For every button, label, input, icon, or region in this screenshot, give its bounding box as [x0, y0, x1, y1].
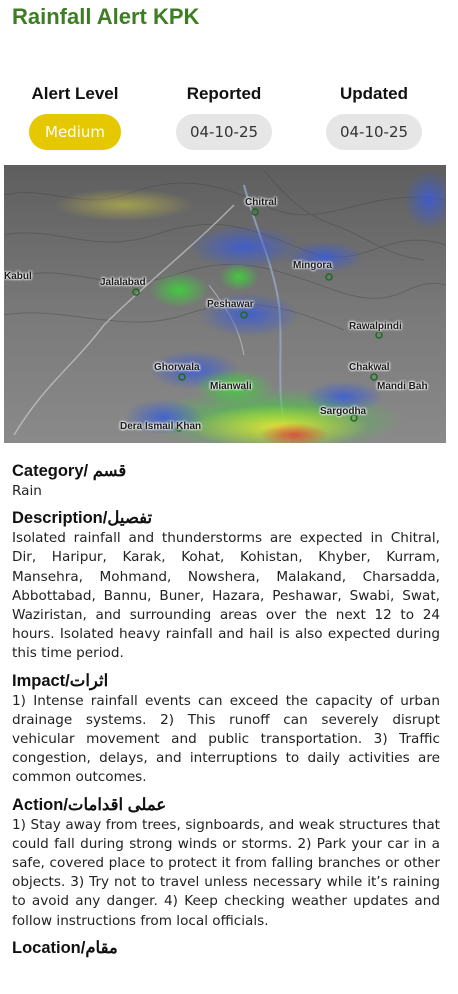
impact-section: [12, 670, 440, 788]
updated-stat: [299, 84, 449, 150]
category-heading: Category/ قسم: [12, 462, 127, 480]
map-label-jalalabad: Jalalabad: [100, 277, 146, 288]
location-section: [12, 937, 440, 959]
alert-level-badge: Medium: [29, 114, 121, 150]
map-label-mandi-bah: Mandi Bah: [377, 381, 428, 392]
category-section: [12, 460, 440, 501]
map-label-ghorwala: Ghorwala: [154, 362, 200, 373]
action-text: 1) Stay away from trees, signboards, and weak structures that could fall during strong winds or storms. 2) Park your car in a safe, covered place to protect it from falling branches or other objects. 3) Try not to travel unless necessary while it’s raining to avoid any danger. 4) Keep checking weather updates and follow instructions from local officials.: [12, 816, 440, 929]
map-label-sargodha: Sargodha: [320, 406, 367, 417]
map-label-dera-ismail-khan: Dera Ismail Khan: [120, 421, 202, 432]
updated-label: Updated: [340, 84, 408, 103]
map-label-chitral: Chitral: [245, 197, 277, 208]
map-label-mianwali: Mianwali: [210, 381, 252, 392]
reported-label: Reported: [186, 84, 262, 103]
impact-text: 1) Intense rainfall events can exceed the capacity of urban drainage systems. 2) This runoff can severely disrupt vehicular movement and public transportation. 3) Traffic congestion, delays, and interruptions to daily activities are common outcomes.: [12, 692, 440, 786]
map-label-chakwal: Chakwal: [349, 362, 390, 373]
rainfall-radar-map[interactable]: [4, 165, 446, 443]
reported-stat: [149, 84, 299, 150]
alert-level-stat: [0, 84, 150, 150]
alert-level-label: Alert Level: [31, 84, 119, 103]
reported-date-badge: 04-10-25: [176, 114, 272, 150]
action-heading: Action/عملی اقدامات: [12, 795, 167, 814]
alert-stats: [0, 84, 458, 154]
impact-heading: Impact/اثرات: [12, 671, 109, 690]
map-label-rawalpindi: Rawalpindi: [349, 321, 402, 332]
description-text: Isolated rainfall and thunderstorms are expected in Chitral, Dir, Haripur, Karak, Kohat, Kohistan, Khyber, Kurram, Mansehra, Mohmand, Nowshera, Malakand, Charsadda, Abbottabad, Bannu, Buner, Hazara, Peshawar, Swabi, Swat, Waziristan, and surrounding areas over the next 12 to 24 hours. Isolated heavy rainfall and hail is also expected during this time period.: [12, 530, 440, 662]
description-section: [12, 507, 440, 663]
location-heading: Location/مقام: [12, 938, 118, 957]
alert-details: [12, 460, 440, 959]
map-label-mingora: Mingora: [293, 260, 332, 271]
description-heading: Description/تفصیل: [12, 509, 153, 528]
map-label-kabul: Kabul: [4, 271, 32, 282]
category-text: Rain: [12, 483, 42, 499]
action-section: [12, 794, 440, 931]
page-title: Rainfall Alert KPK: [12, 4, 200, 29]
updated-date-badge: 04-10-25: [326, 114, 422, 150]
map-label-peshawar: Peshawar: [207, 299, 254, 310]
